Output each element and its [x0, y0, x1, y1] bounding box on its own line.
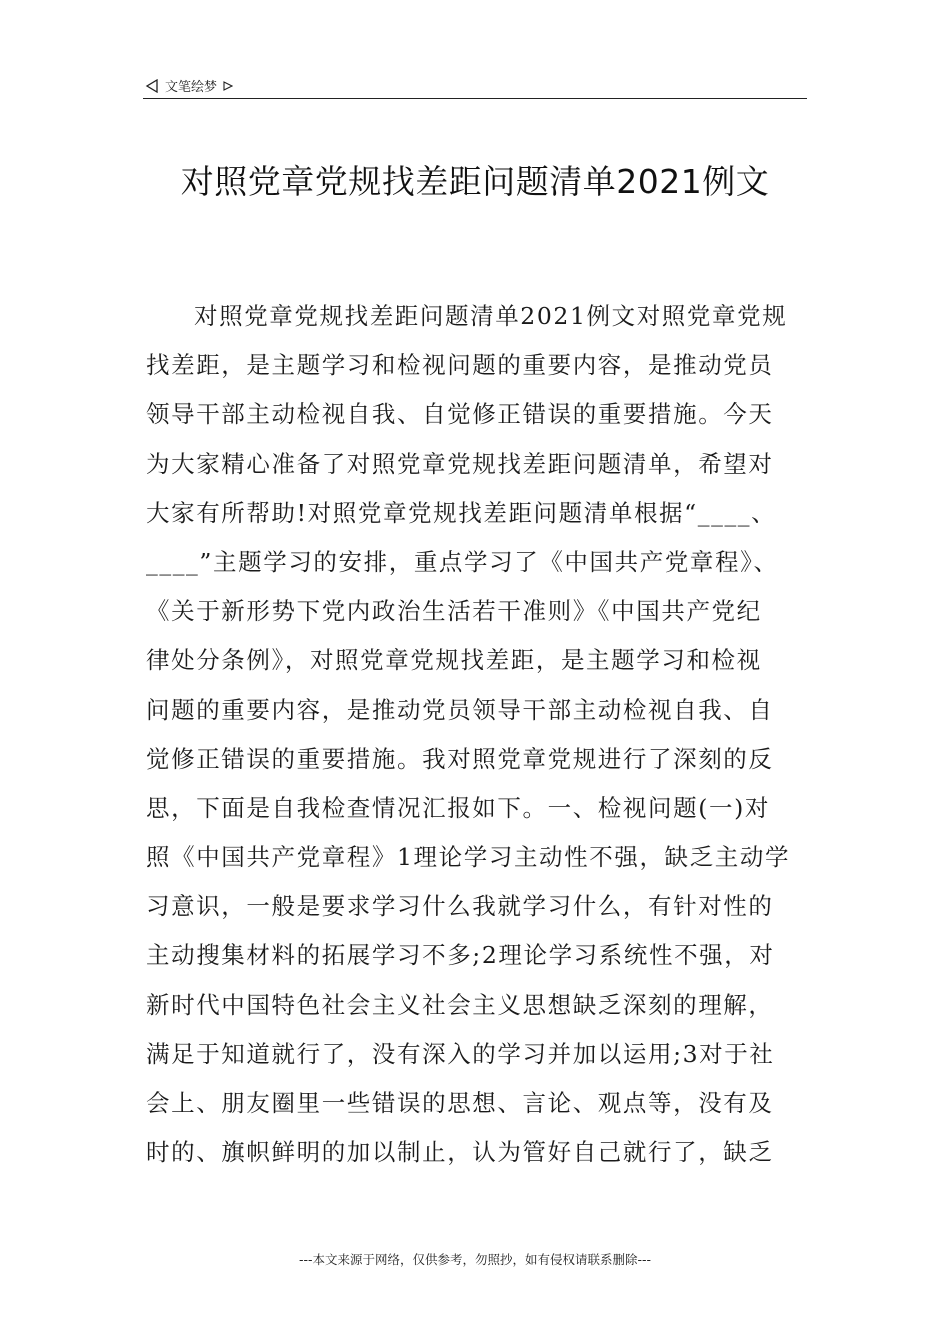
body-line: 找差距，是主题学习和检视问题的重要内容，是推动党员: [146, 351, 774, 380]
body-line: 大家有所帮助!对照党章党规找差距问题清单根据“____、: [146, 498, 777, 527]
body-line: 照《中国共产党章程》1理论学习主动性不强，缺乏主动学: [146, 843, 791, 872]
body-line: 《关于新形势下党内政治生活若干准则》《中国共产党纪: [146, 597, 762, 626]
body-line: 习意识，一般是要求学习什么我就学习什么，有针对性的: [146, 892, 774, 921]
page-header: [143, 70, 807, 99]
body-line: 为大家精心准备了对照党章党规找差距问题清单，希望对: [146, 449, 774, 478]
triangle-left-outline-icon: [145, 79, 159, 93]
body-line: 觉修正错误的重要措施。我对照党章党规进行了深刻的反: [146, 744, 774, 773]
body-line: 新时代中国特色社会主义社会主义思想缺乏深刻的理解，: [146, 990, 774, 1019]
body-line: 思，下面是自我检查情况汇报如下。一、检视问题(一)对: [146, 793, 770, 822]
body-line: 满足于知道就行了，没有深入的学习并加以运用;3对于社: [146, 1039, 775, 1068]
document-title: 对照党章党规找差距问题清单2021例文: [180, 162, 770, 201]
body-line: 时的、旗帜鲜明的加以制止，认为管好自己就行了，缺乏: [146, 1138, 774, 1167]
triangle-right-outline-icon: [223, 81, 233, 91]
header-brand: [145, 76, 233, 95]
footer-disclaimer: ---本文来源于网络，仅供参考，勿照抄，如有侵权请联系删除---: [298, 1252, 652, 1267]
header-label: 文笔绘梦: [165, 80, 218, 95]
body-line: 问题的重要内容，是推动党员领导干部主动检视自我、自: [146, 695, 774, 724]
body-line: 主动搜集材料的拓展学习不多;2理论学习系统性不强，对: [146, 941, 775, 970]
body-line: 律处分条例》，对照党章党规找差距，是主题学习和检视: [146, 646, 762, 675]
document-body: [146, 292, 818, 1177]
body-line: 会上、朋友圈里一些错误的思想、言论、观点等，没有及: [146, 1089, 774, 1117]
body-line: 领导干部主动检视自我、自觉修正错误的重要措施。今天: [146, 400, 774, 429]
body-line: 对照党章党规找差距问题清单2021例文对照党章党规: [194, 302, 788, 330]
body-line: ____”主题学习的安排，重点学习了《中国共产党章程》、: [146, 547, 779, 576]
